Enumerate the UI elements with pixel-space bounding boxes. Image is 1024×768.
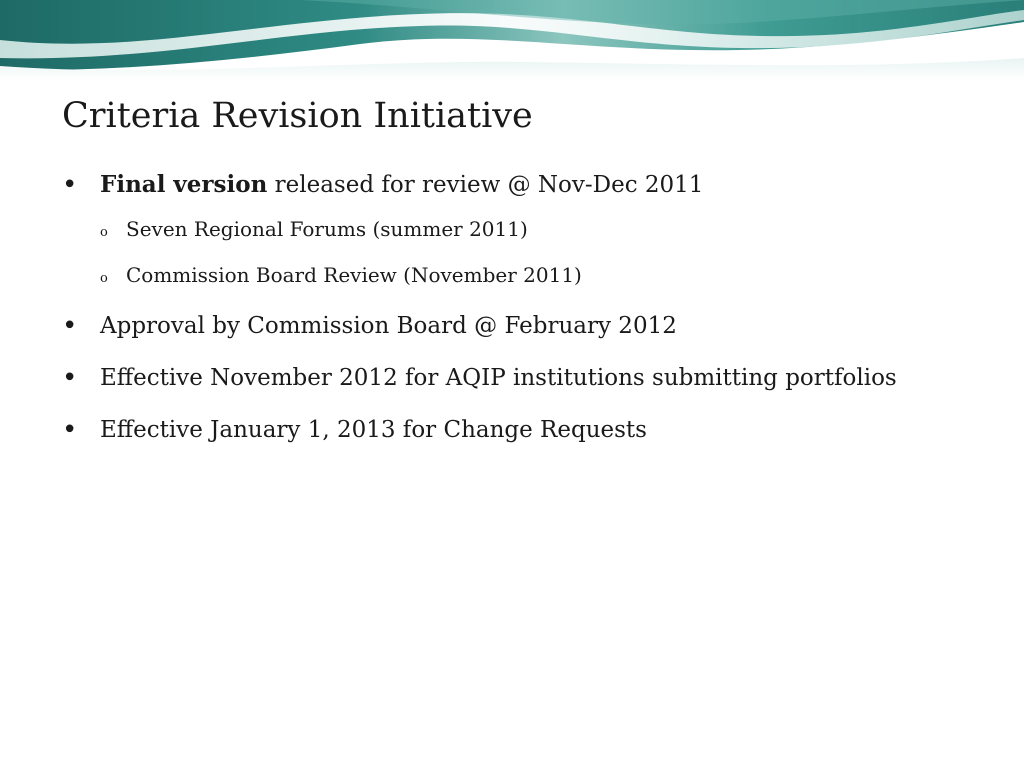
sub-bullet-text: Commission Board Review (November 2011) bbox=[126, 263, 582, 287]
bullet-text: Effective November 2012 for AQIP institutions submitting portfolios bbox=[100, 365, 897, 391]
sub-bullet-text: Seven Regional Forums (summer 2011) bbox=[126, 217, 528, 241]
sub-bullet-glyph: o bbox=[100, 225, 108, 240]
sub-bullet-item bbox=[62, 259, 1002, 291]
slide-title: Criteria Revision Initiative bbox=[62, 96, 533, 136]
bullet-text: Approval by Commission Board @ February 2012 bbox=[100, 313, 677, 339]
bullet-text: released for review @ Nov-Dec 2011 bbox=[267, 172, 704, 198]
bullet-glyph: • bbox=[62, 363, 78, 393]
bullet-glyph: • bbox=[62, 170, 78, 200]
bullet-item bbox=[62, 308, 1002, 344]
bullet-item bbox=[62, 167, 1002, 203]
bullet-text: Effective January 1, 2013 for Change Requests bbox=[100, 417, 647, 443]
sub-bullet-item bbox=[62, 213, 1002, 245]
bullet-glyph: • bbox=[62, 311, 78, 341]
bullet-list bbox=[62, 167, 1002, 448]
sub-bullet-glyph: o bbox=[100, 271, 108, 286]
bullet-glyph: • bbox=[62, 415, 78, 445]
header-wave-banner bbox=[0, 0, 1024, 80]
bullet-emphasis: Final version bbox=[100, 171, 268, 198]
bullet-item bbox=[62, 412, 1002, 448]
bullet-item bbox=[62, 360, 1002, 396]
